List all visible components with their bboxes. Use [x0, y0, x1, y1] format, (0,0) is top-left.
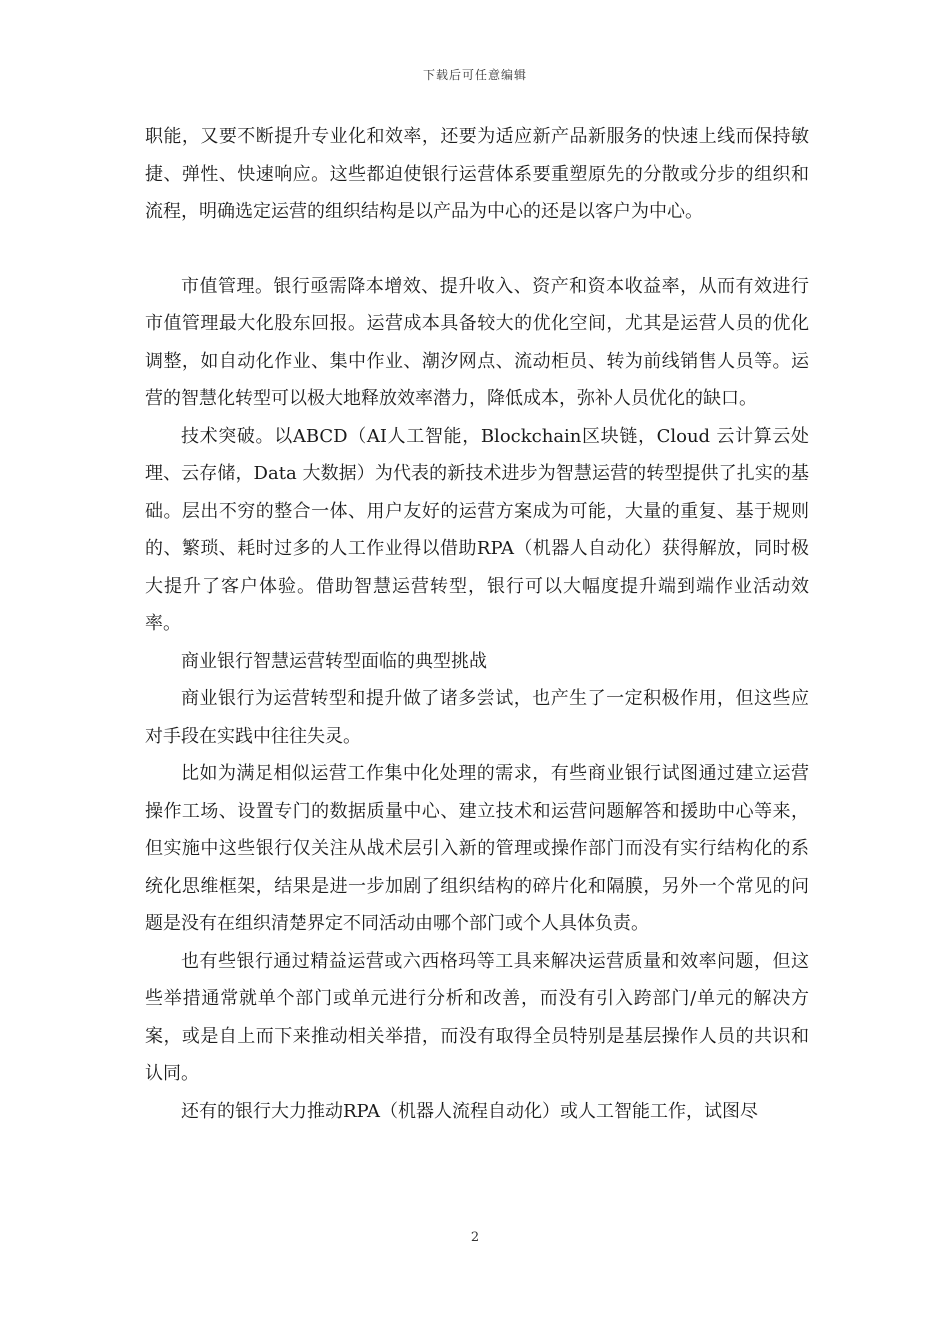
paragraph-attempts: 商业银行为运营转型和提升做了诸多尝试，也产生了一定积极作用，但这些应对手段在实践中往往失灵。 — [145, 688, 809, 747]
paragraph-gap — [145, 231, 809, 268]
page-header: 下载后可任意编辑 — [422, 68, 527, 82]
paragraph-technology: 技术突破。以ABCD（AI人工智能，Blockchain区块链，Cloud 云计算云处理、云存储，Data 大数据）为代表的新技术进步为智慧运营的转型提供了扎实的基础。层出不穷的整合一体、用户友好的运营方案成为可能，大量的重复、基于规则的、繁琐、耗时过多的人工作业得以借助RPA（机器人自动化）获得解放，同时极大提升了客户体验。借助智慧运营转型，银行可以大幅度提升端到端作业活动效率。 — [145, 425, 809, 634]
paragraph-continued: 职能，又要不断提升专业化和效率，还要为适应新产品新服务的快速上线而保持敏捷、弹性、快速响应。这些都迫使银行运营体系要重塑原先的分散或分步的组织和流程，明确选定运营的组织结构是以产品为中心的还是以客户为中心。 — [145, 126, 809, 222]
paragraph-lean: 也有些银行通过精益运营或六西格玛等工具来解决运营质量和效率问题，但这些举措通常就单个部门或单元进行分析和改善，而没有引入跨部门/单元的解决方案，或是自上而下来推动相关举措，而没有取得全员特别是基层操作人员的共识和认同。 — [145, 950, 809, 1084]
document-body — [145, 118, 809, 1130]
paragraph-market-value: 市值管理。银行亟需降本增效、提升收入、资产和资本收益率，从而有效进行市值管理最大化股东回报。运营成本具备较大的优化空间，尤其是运营人员的优化调整，如自动化作业、集中作业、潮汐网点、流动柜员、转为前线销售人员等。运营的智慧化转型可以极大地释放效率潜力，降低成本，弥补人员优化的缺口。 — [145, 275, 809, 409]
paragraph-centralization: 比如为满足相似运营工作集中化处理的需求，有些商业银行试图通过建立运营操作工场、设置专门的数据质量中心、建立技术和运营问题解答和援助中心等来，但实施中这些银行仅关注从战术层引入新的管理或操作部门而没有实行结构化的系统化思维框架，结果是进一步加剧了组织结构的碎片化和隔膜，另外一个常见的问题是没有在组织清楚界定不同活动由哪个部门或个人具体负责。 — [145, 763, 809, 934]
paragraph-rpa: 还有的银行大力推动RPA（机器人流程自动化）或人工智能工作，试图尽 — [181, 1100, 759, 1122]
section-heading: 商业银行智慧运营转型面临的典型挑战 — [181, 650, 487, 672]
page-number: 2 — [470, 1230, 480, 1245]
